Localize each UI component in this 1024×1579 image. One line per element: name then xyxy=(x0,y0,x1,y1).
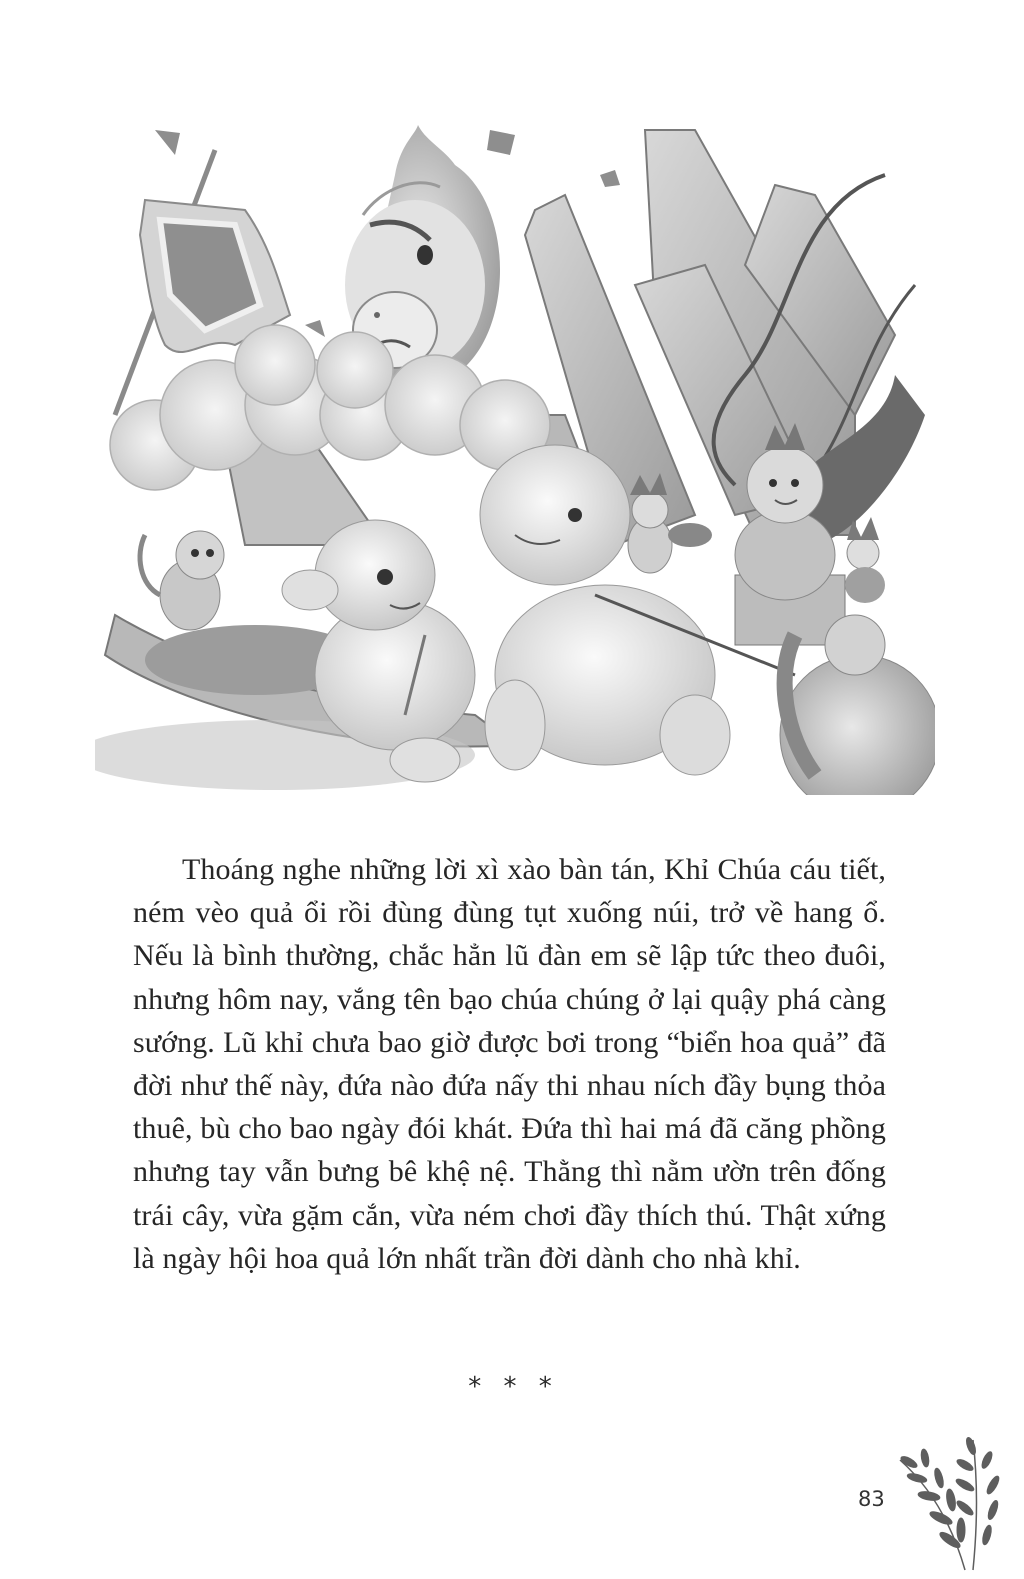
girl-monkey xyxy=(845,517,885,603)
illustration-graphic xyxy=(95,115,935,795)
story-body-text xyxy=(133,848,886,1280)
section-separator: * * * xyxy=(468,1372,552,1402)
page-number: 83 xyxy=(858,1487,885,1511)
story-paragraph: Thoáng nghe những lời xì xào bàn tán, Khỉ Chúa cáu tiết, ném vèo quả ổi rồi đùng đùng tụt xuống núi, trở về hang ổ. Nếu là bình thường, chắc hẳn lũ đàn em sẽ lập tức theo đuôi, nhưng hôm nay, vắng tên bạo chúa chúng ở lại quậy phá càng sướng. Lũ khỉ chưa bao giờ được bơi trong “biển hoa quả” đã đời như thế này, đứa nào đứa nấy thi nhau ních đầy bụng thỏa thuê, bù cho bao ngày đói khát. Đứa thì hai má đã căng phồng nhưng tay vẫn bưng bê khệ nệ. Thằng thì nằm ườn trên đống trái cây, vừa gặm cắn, vừa ném chơi đầy thích thú. Thật xứng là ngày hội hoa quả lớn nhất trần đời dành cho nhà khỉ. xyxy=(133,853,886,1275)
leaf-sprig-icon xyxy=(895,1430,1010,1575)
small-monkey xyxy=(140,531,224,630)
story-illustration xyxy=(95,115,935,795)
